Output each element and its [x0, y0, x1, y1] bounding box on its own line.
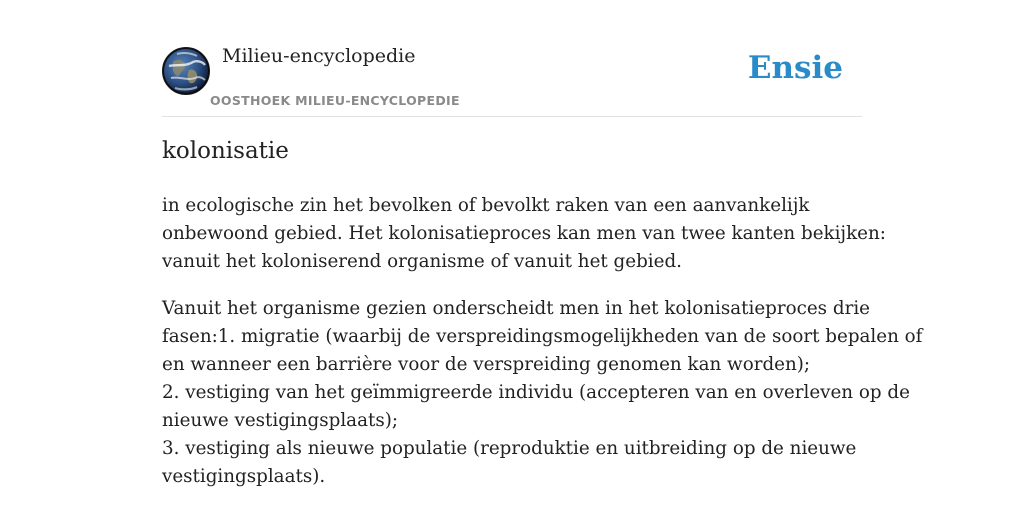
site-subtitle: OOSTHOEK MILIEU-ENCYCLOPEDIE	[210, 93, 460, 108]
text-line: nieuwe vestigingsplaats);	[162, 410, 398, 431]
paragraph-2	[162, 295, 923, 491]
site-name[interactable]: Milieu-encyclopedie	[222, 45, 416, 67]
paragraph-1	[162, 192, 886, 276]
text-line: fasen:1. migratie (waarbij de verspreidingsmogelijkheden van de soort bepalen of	[162, 326, 923, 347]
text-line: 3. vestiging als nieuwe populatie (reproduktie en uitbreiding op de nieuwe	[162, 438, 857, 459]
entry-title: kolonisatie	[162, 138, 289, 164]
entry-content	[162, 192, 923, 510]
text-line: in ecologische zin het bevolken of bevolkt raken van een aanvankelijk	[162, 195, 810, 216]
text-line: Vanuit het organisme gezien onderscheidt men in het kolonisatieproces drie	[162, 298, 870, 319]
text-line: en wanneer een barrière voor de verspreiding genomen kan worden);	[162, 354, 811, 375]
brand-logo[interactable]: Ensie	[747, 50, 843, 86]
globe-icon[interactable]	[162, 47, 210, 95]
text-line: onbewoond gebied. Het kolonisatieproces kan men van twee kanten bekijken:	[162, 223, 886, 244]
header	[162, 40, 862, 117]
text-line: vestigingsplaats).	[162, 466, 326, 487]
text-line: vanuit het koloniserend organisme of vanuit het gebied.	[162, 251, 682, 272]
text-line: 2. vestiging van het geïmmigreerde individu (accepteren van en overleven op de	[162, 382, 910, 403]
